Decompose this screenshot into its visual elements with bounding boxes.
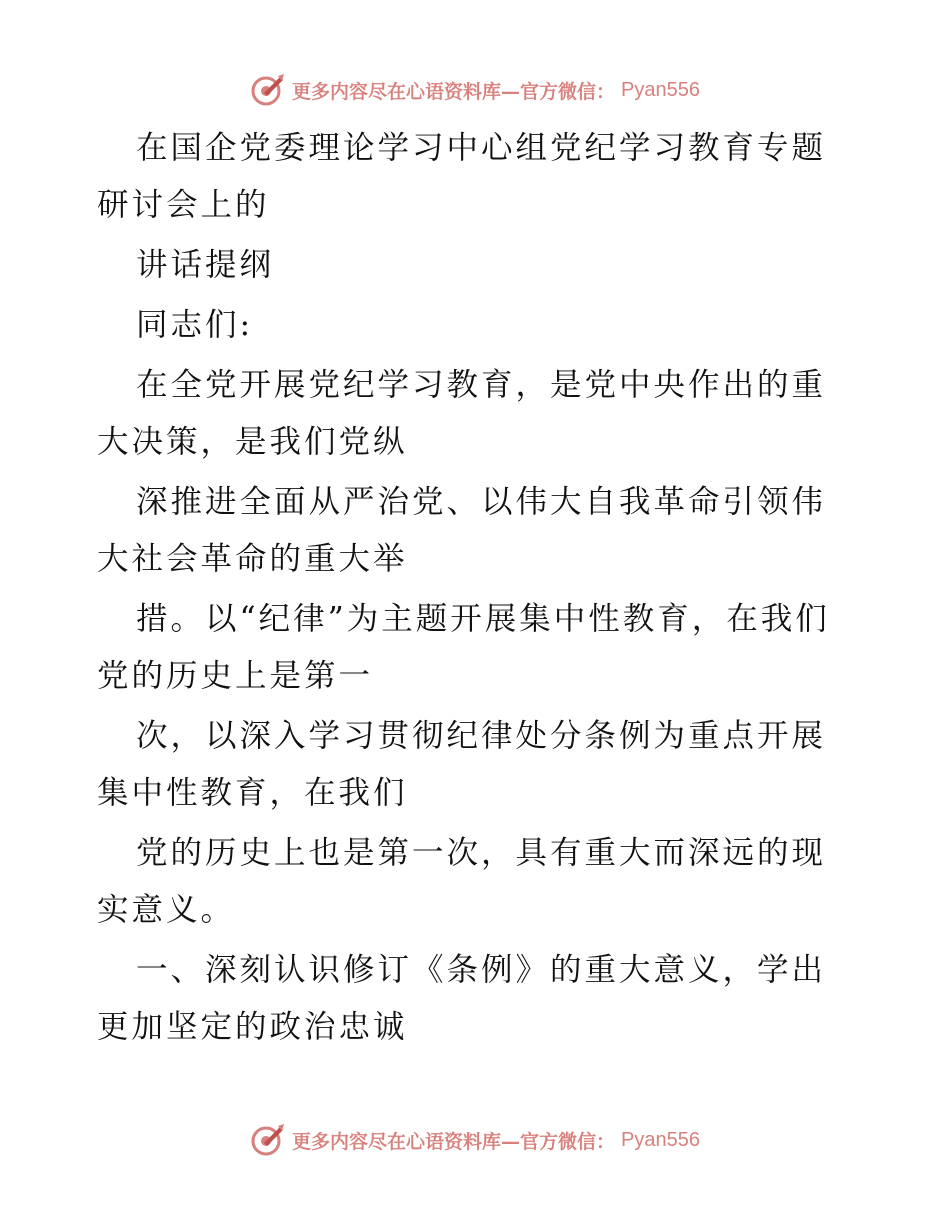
footer-watermark-id: Pyan556: [621, 1128, 700, 1151]
pen-logo-icon: [250, 1122, 286, 1158]
header-watermark: [0, 70, 950, 110]
footer-watermark-text: 更多内容尽在心语资料库—官方微信：: [292, 1130, 616, 1153]
pen-logo-icon: [250, 72, 286, 108]
header-watermark-text: 更多内容尽在心语资料库—官方微信：: [292, 80, 616, 103]
paragraph: 党的历史上也是第一次，具有重大而深远的现实意义。: [97, 835, 827, 928]
paragraph: 在国企党委理论学习中心组党纪学习教育专题研讨会上的: [97, 130, 827, 223]
paragraph: 同志们:: [136, 307, 254, 343]
paragraph: 措。以“纪律”为主题开展集中性教育，在我们党的历史上是第一: [97, 601, 830, 694]
paragraph: 深推进全面从严治党、以伟大自我革命引领伟大社会革命的重大举: [97, 484, 827, 577]
section-heading: 一、深刻认识修订《条例》的重大意义，学出更加坚定的政治忠诚: [97, 952, 827, 1045]
document-body: [97, 120, 857, 1059]
paragraph: 讲话提纲: [136, 247, 275, 283]
paragraph: 在全党开展党纪学习教育，是党中央作出的重大决策，是我们党纵: [97, 367, 827, 460]
paragraph: 次，以深入学习贯彻纪律处分条例为重点开展集中性教育，在我们: [97, 718, 827, 811]
footer-watermark: [0, 1120, 950, 1160]
header-watermark-id: Pyan556: [621, 78, 700, 101]
